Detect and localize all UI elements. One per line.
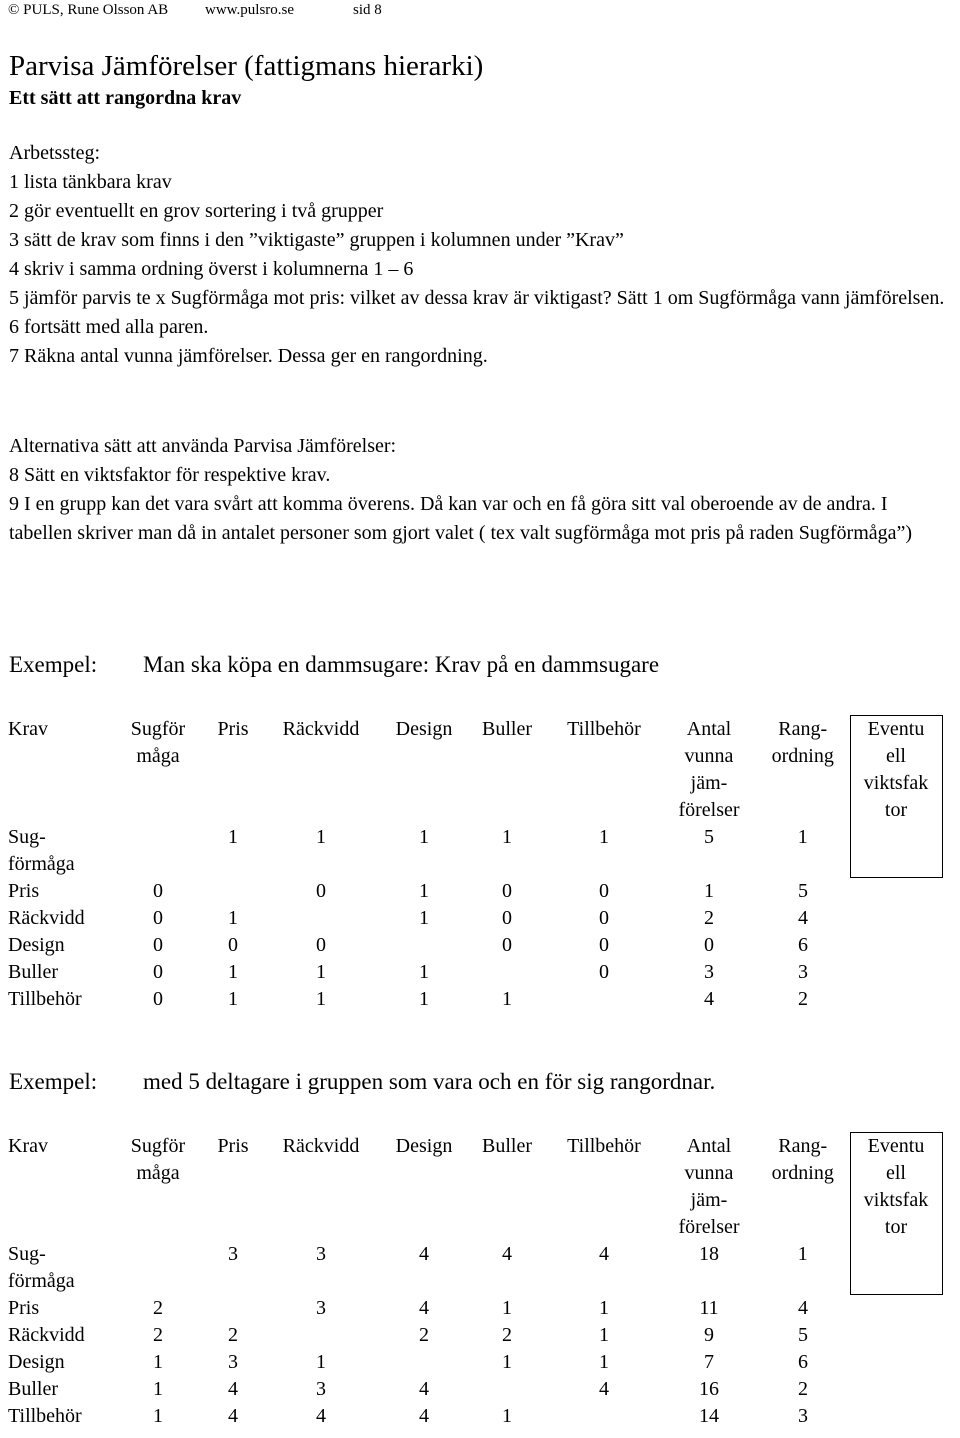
- table-cell: 1: [228, 987, 238, 1010]
- table-cell: [380, 932, 468, 959]
- table-cell: 2: [153, 1323, 163, 1346]
- table-cell: 3: [316, 1296, 326, 1319]
- empty-cell: [850, 986, 942, 1013]
- table-cell: 5: [798, 879, 808, 902]
- table-cell: 2: [704, 906, 714, 929]
- requirements-table-2: [4, 1132, 943, 1430]
- page-subtitle: Ett sätt att rangordna krav: [9, 87, 242, 109]
- krav-name-cell: Tillbehör: [8, 987, 82, 1010]
- table-cell: 3: [798, 1404, 808, 1427]
- table-cell: 0: [316, 879, 326, 902]
- alternatives-section: [9, 432, 954, 548]
- table-cell: 5: [704, 825, 714, 848]
- table-cell: 1: [419, 825, 429, 848]
- table-cell: 1: [502, 987, 512, 1010]
- table-header-row: [4, 1133, 942, 1241]
- krav-name-cell: Sug- förmåga: [8, 825, 75, 875]
- example2-label: Exempel:: [9, 1069, 98, 1094]
- table-cell: 11: [699, 1296, 719, 1319]
- table-cell: [468, 1376, 546, 1403]
- table-cell: 1: [153, 1350, 163, 1373]
- table-cell: 2: [153, 1296, 163, 1319]
- step-item: 6 fortsätt med alla paren.: [9, 316, 209, 338]
- table-cell: 5: [798, 1323, 808, 1346]
- table-cell: 3: [228, 1242, 238, 1265]
- table-header-cell: Sugför måga: [130, 717, 186, 767]
- empty-cell: [850, 1376, 942, 1403]
- table-cell: 1: [704, 879, 714, 902]
- alternative-item-9: 9 I en grupp kan det vara svårt att komma överens. Då kan var och en få göra sitt val oberoende av de andra. I tabellen skriver man då in antalet personer som gjort valet ( tex valt sugförmåga mot pris på raden Sugförmåga”): [9, 493, 913, 544]
- alternatives-heading: Alternativa sätt att använda Parvisa Jämförelser:: [9, 435, 397, 457]
- krav-name-cell: Tillbehör: [8, 1404, 82, 1427]
- krav-name-cell: Buller: [8, 960, 58, 983]
- table-cell: 1: [419, 987, 429, 1010]
- table-cell: 0: [153, 879, 163, 902]
- table-row: [4, 1349, 942, 1376]
- table-row: [4, 932, 942, 959]
- example2-text: med 5 deltagare i gruppen som vara och en för sig rangordnar.: [143, 1069, 716, 1094]
- table-header-cell: Räckvidd: [282, 1134, 360, 1157]
- table-cell: 14: [699, 1404, 719, 1427]
- table-cell: 1: [316, 825, 326, 848]
- table-cell: 0: [153, 987, 163, 1010]
- step-item: 7 Räkna antal vunna jämförelser. Dessa ger en rangordning.: [9, 345, 488, 367]
- table-cell: 1: [228, 825, 238, 848]
- table-cell: [380, 1349, 468, 1376]
- table-cell: 3: [798, 960, 808, 983]
- table-header-cell: Design: [395, 717, 453, 740]
- table-cell: 1: [797, 1242, 808, 1265]
- table-cell: [262, 1322, 380, 1349]
- krav-name-cell: Pris: [8, 879, 40, 902]
- table-cell: 1: [502, 1404, 512, 1427]
- table-header-cell: Pris: [217, 1134, 249, 1157]
- table-row: [4, 1376, 942, 1403]
- table-cell: 1: [502, 1350, 512, 1373]
- table-cell: 3: [316, 1377, 326, 1400]
- table-cell: 0: [502, 906, 512, 929]
- table-cell: [204, 1295, 262, 1322]
- empty-cell: [850, 959, 942, 986]
- table-cell: 1: [316, 987, 326, 1010]
- alternative-item-8: 8 Sätt en viktsfaktor för respektive krav.: [9, 464, 331, 486]
- table-cell: 4: [228, 1377, 238, 1400]
- table-cell: 0: [502, 879, 512, 902]
- table-row: [4, 959, 942, 986]
- header-url: www.pulsro.se: [205, 2, 295, 18]
- empty-cell: [850, 905, 942, 932]
- table-row: [4, 905, 942, 932]
- table-cell: 4: [599, 1377, 609, 1400]
- table-cell: 4: [704, 987, 714, 1010]
- table-cell: 3: [704, 960, 714, 983]
- table-header-cell: Rang- ordning: [771, 717, 834, 767]
- table-header-cell: Krav: [8, 717, 48, 740]
- table-row: [4, 824, 942, 878]
- table-header-cell: Design: [395, 1134, 453, 1157]
- table-row: [4, 1322, 942, 1349]
- table-cell: 1: [228, 960, 238, 983]
- table-cell: 4: [228, 1404, 238, 1427]
- table-cell: [546, 986, 662, 1013]
- table-cell: 4: [419, 1404, 429, 1427]
- empty-cell: [850, 1349, 942, 1376]
- table-cell: 4: [798, 1296, 808, 1319]
- table-cell: 1: [153, 1404, 163, 1427]
- steps-section: [9, 139, 954, 371]
- krav-name-cell: Räckvidd: [8, 906, 85, 929]
- table-cell: 4: [316, 1404, 326, 1427]
- table-cell: 1: [599, 1323, 609, 1346]
- table-cell: [468, 959, 546, 986]
- table-cell: 0: [153, 960, 163, 983]
- table-cell: 18: [699, 1242, 719, 1265]
- table-header-cell: Pris: [217, 717, 249, 740]
- table-cell: 0: [502, 933, 512, 956]
- table-cell: 0: [599, 960, 609, 983]
- table-header-cell: Rang- ordning: [771, 1134, 834, 1184]
- table-cell: 4: [419, 1242, 429, 1265]
- example1-text: Man ska köpa en dammsugare: Krav på en dammsugare: [143, 652, 660, 677]
- table-cell: 1: [502, 1296, 512, 1319]
- table-cell: 0: [153, 906, 163, 929]
- table-cell: 0: [316, 933, 326, 956]
- step-item: 2 gör eventuellt en grov sortering i två grupper: [9, 200, 384, 222]
- step-item: 4 skriv i samma ordning överst i kolumnerna 1 – 6: [9, 258, 414, 280]
- table-cell: 0: [599, 879, 609, 902]
- table-cell: 2: [228, 1323, 238, 1346]
- table-header-cell: Eventu ell viktsfak tor: [850, 716, 942, 878]
- copyright-text: © PULS, Rune Olsson AB: [8, 2, 169, 18]
- krav-name-cell: Buller: [8, 1377, 58, 1400]
- empty-cell: [850, 932, 942, 959]
- krav-name-cell: Räckvidd: [8, 1323, 85, 1346]
- table-cell: 4: [798, 906, 808, 929]
- table-header-cell: Antal vunna jäm- förelser: [678, 1134, 740, 1238]
- table-header-cell: Räckvidd: [282, 717, 360, 740]
- table-header-row: [4, 716, 942, 824]
- table-header-cell: Krav: [8, 1134, 48, 1157]
- table-cell: [546, 1403, 662, 1430]
- table-header-cell: Antal vunna jäm- förelser: [678, 717, 740, 821]
- table-cell: 1: [502, 825, 512, 848]
- empty-cell: [850, 1295, 942, 1322]
- table-cell: 4: [502, 1242, 512, 1265]
- table-cell: 3: [228, 1350, 238, 1373]
- table-cell: 6: [798, 1350, 808, 1373]
- table-header-cell: Buller: [482, 1134, 532, 1157]
- table-row: [4, 878, 942, 905]
- table-cell: 1: [797, 825, 808, 848]
- empty-cell: [850, 1322, 942, 1349]
- table-row: [4, 1295, 942, 1322]
- page-number: sid 8: [353, 2, 382, 18]
- table-cell: 2: [798, 987, 808, 1010]
- table-header-cell: Buller: [482, 717, 532, 740]
- table-cell: 1: [599, 1296, 609, 1319]
- table-cell: 6: [798, 933, 808, 956]
- empty-cell: [850, 1403, 942, 1430]
- table-cell: 1: [316, 1350, 326, 1373]
- table-cell: [112, 1241, 204, 1295]
- table-cell: 3: [316, 1242, 326, 1265]
- table-cell: [204, 878, 262, 905]
- requirements-table-1: [4, 715, 943, 1013]
- table-cell: [112, 824, 204, 878]
- table-cell: 7: [704, 1350, 714, 1373]
- example1-label: Exempel:: [9, 652, 98, 677]
- table-cell: 1: [153, 1377, 163, 1400]
- step-item: 1 lista tänkbara krav: [9, 171, 172, 193]
- krav-name-cell: Design: [8, 1350, 65, 1373]
- table-header-cell: Tillbehör: [567, 717, 641, 740]
- krav-name-cell: Pris: [8, 1296, 40, 1319]
- krav-name-cell: Sug- förmåga: [8, 1242, 75, 1292]
- table-cell: 1: [419, 906, 429, 929]
- table-cell: 1: [316, 960, 326, 983]
- table-cell: 2: [419, 1323, 429, 1346]
- table-cell: 0: [228, 933, 238, 956]
- table-cell: 4: [599, 1242, 609, 1265]
- page-title: Parvisa Jämförelser (fattigmans hierarki): [9, 50, 484, 82]
- table-cell: 0: [153, 933, 163, 956]
- step-item: 3 sätt de krav som finns i den ”viktigaste” gruppen i kolumnen under ”Krav”: [9, 229, 624, 251]
- table-cell: 0: [704, 933, 714, 956]
- table-cell: 0: [599, 933, 609, 956]
- table-cell: 1: [419, 879, 429, 902]
- table-cell: 16: [699, 1377, 719, 1400]
- krav-name-cell: Design: [8, 933, 65, 956]
- table-cell: 1: [599, 1350, 609, 1373]
- table-cell: 1: [599, 825, 609, 848]
- table-cell: 1: [228, 906, 238, 929]
- table-cell: 9: [704, 1323, 714, 1346]
- table-cell: 2: [798, 1377, 808, 1400]
- table-cell: 0: [599, 906, 609, 929]
- table-cell: 4: [419, 1377, 429, 1400]
- table-header-cell: Eventu ell viktsfak tor: [850, 1133, 942, 1295]
- table-row: [4, 986, 942, 1013]
- step-item: 5 jämför parvis te x Sugförmåga mot pris: vilket av dessa krav är viktigast? Sätt 1 om Sugförmåga vann jämförelsen.: [9, 287, 945, 309]
- steps-heading: Arbetssteg:: [9, 142, 101, 164]
- table-header-cell: Sugför måga: [130, 1134, 186, 1184]
- table-row: [4, 1241, 942, 1295]
- table-cell: 4: [419, 1296, 429, 1319]
- table-cell: [262, 905, 380, 932]
- table-header-cell: Tillbehör: [567, 1134, 641, 1157]
- empty-cell: [850, 878, 942, 905]
- table-cell: 2: [502, 1323, 512, 1346]
- table-row: [4, 1403, 942, 1430]
- table-cell: 1: [419, 960, 429, 983]
